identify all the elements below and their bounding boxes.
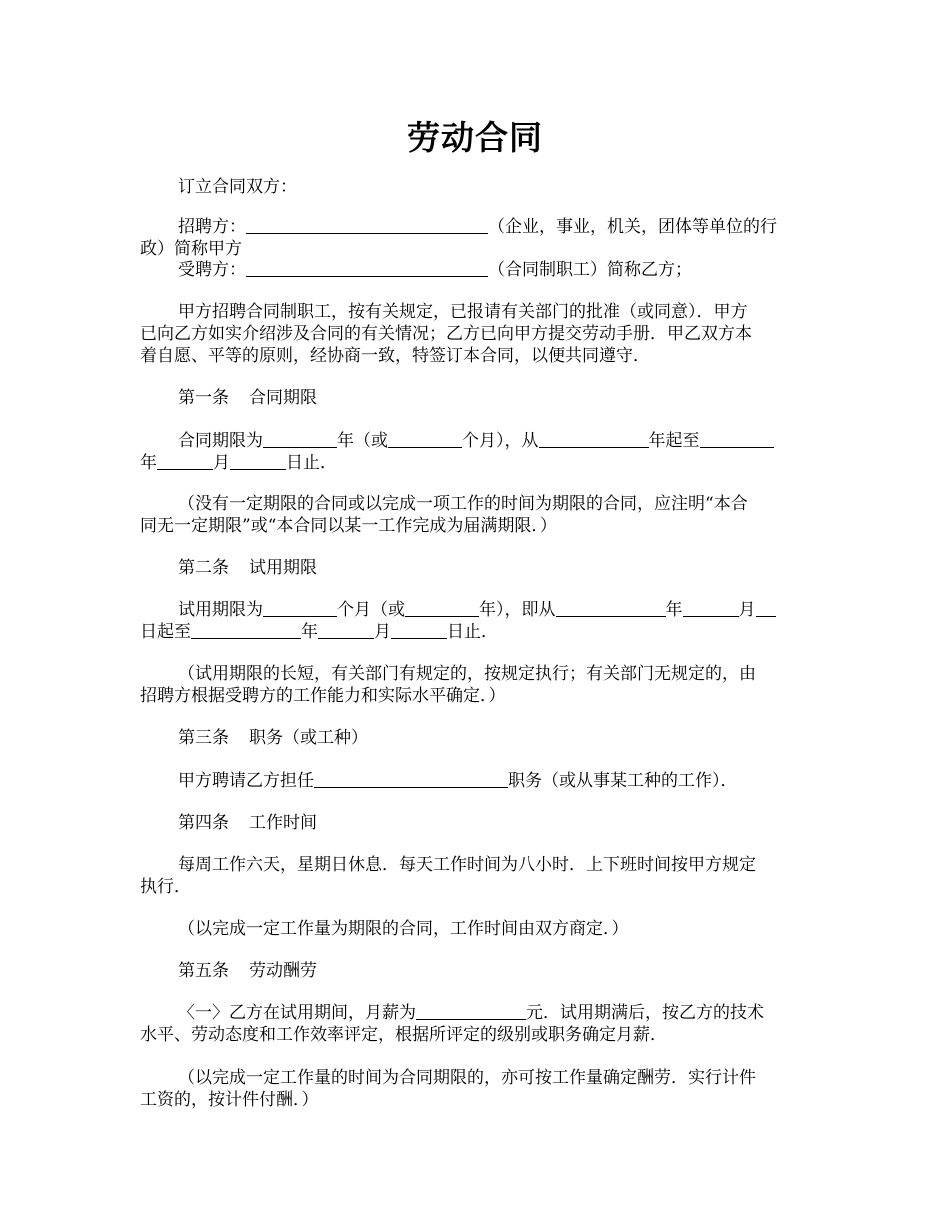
salary-text: 元．试用期满后，按乙方的技术 (526, 1003, 764, 1023)
probation-text: 月 (374, 622, 391, 642)
term-line-1 (178, 429, 774, 453)
article-5-heading (178, 959, 317, 983)
probation-text: 日止． (447, 622, 498, 642)
probation-line-2 (140, 620, 498, 644)
term-months-blank[interactable] (388, 430, 462, 448)
article-number: 第二条 (178, 558, 229, 578)
work-hours-line: 执行． (140, 877, 191, 897)
probation-text: 日起至 (140, 622, 191, 642)
employer-label: 招聘方： (178, 217, 246, 237)
probation-start-day-blank[interactable] (756, 599, 776, 617)
article-4-note: （以完成一定工作量为期限的合同，工作时间由双方商定．） (178, 919, 629, 939)
article-name: 试用期限 (249, 558, 317, 578)
article-name: 工作时间 (249, 813, 317, 833)
probation-line-1 (178, 598, 776, 622)
probation-text: 年 (301, 622, 318, 642)
article-5-note: 工资的，按计件付酬．） (140, 1090, 319, 1110)
article-name: 劳动酬劳 (249, 961, 317, 981)
term-text: 月 (213, 453, 230, 473)
employee-label: 受聘方： (178, 260, 246, 280)
article-1-note: 同无一定期限”或“本合同以某一工作完成为届满期限．） (140, 516, 557, 536)
probation-months-blank[interactable] (263, 599, 337, 617)
employee-note: （合同制职工）简称乙方； (488, 260, 692, 280)
article-2-note: （试用期限的长短，有关部门有规定的，按规定执行；有关部门无规定的，由 (178, 664, 756, 684)
probation-text: 年），即从 (479, 600, 556, 620)
term-text: 日止． (286, 453, 337, 473)
term-text: 年 (140, 453, 157, 473)
probation-end-year-blank[interactable] (191, 621, 301, 639)
position-text: 甲方聘请乙方担任 (178, 771, 314, 791)
article-2-note: 招聘方根据受聘方的工作能力和实际水平确定．） (140, 686, 506, 706)
article-number: 第三条 (178, 728, 229, 748)
article-1-note: （没有一定期限的合同或以完成一项工作的时间为期限的合同，应注明“本合 (178, 494, 748, 514)
employer-note: （企业，事业，机关，团体等单位的行 (488, 217, 777, 237)
article-1-heading (178, 386, 317, 410)
probation-text: 年 (665, 600, 683, 620)
work-hours-line: 每周工作六天，星期日休息．每天工作时间为八小时．上下班时间按甲方规定 (178, 855, 756, 875)
probation-start-month-blank[interactable] (683, 599, 739, 617)
term-text: 合同期限为 (178, 431, 263, 451)
term-text: 年起至 (648, 431, 700, 451)
term-end-year-blank[interactable] (700, 430, 774, 448)
employer-note-cont: 政）简称甲方 (140, 239, 242, 259)
preamble-line: 已向乙方如实介绍涉及合同的有关情况；乙方已向甲方提交劳动手册．甲乙双方本 (140, 324, 752, 344)
probation-text: 月 (738, 600, 756, 620)
employee-line (178, 258, 692, 282)
term-years-blank[interactable] (263, 430, 337, 448)
employer-line (178, 215, 777, 239)
term-text: 个月），从 (462, 431, 539, 451)
employer-blank[interactable] (246, 216, 488, 234)
probation-end-day-blank[interactable] (391, 621, 447, 639)
article-5-note: （以完成一定工作量的时间为合同期限的，亦可按工作量确定酬劳．实行计件 (178, 1068, 756, 1088)
term-end-day-blank[interactable] (230, 452, 286, 470)
article-number: 第一条 (178, 388, 229, 408)
term-end-month-blank[interactable] (157, 452, 213, 470)
article-number: 第四条 (178, 813, 229, 833)
position-line (178, 769, 738, 793)
article-3-heading (178, 726, 368, 750)
article-name: 职务（或工种） (249, 728, 368, 748)
probation-text: 个月（或 (337, 600, 405, 620)
article-4-heading (178, 811, 317, 835)
employee-blank[interactable] (246, 259, 488, 277)
preamble-line: 着自愿、平等的原则，经协商一致，特签订本合同，以便共同遵守． (140, 346, 650, 366)
probation-start-year-blank[interactable] (556, 599, 666, 617)
probation-text: 试用期限为 (178, 600, 263, 620)
article-number: 第五条 (178, 961, 229, 981)
salary-text: 〈一〉乙方在试用期间，月薪为 (178, 1003, 416, 1023)
article-2-heading (178, 556, 317, 580)
term-line-2 (140, 451, 337, 475)
article-name: 合同期限 (249, 388, 317, 408)
term-text: 年（或 (337, 431, 388, 451)
preamble-line: 甲方招聘合同制职工，按有关规定，已报请有关部门的批准（或同意）．甲方 (178, 302, 748, 322)
salary-line-2: 水平、劳动态度和工作效率评定，根据所评定的级别或职务确定月薪． (140, 1025, 667, 1045)
document-title: 劳动合同 (407, 118, 543, 157)
salary-blank[interactable] (416, 1002, 526, 1020)
term-start-year-blank[interactable] (539, 430, 649, 448)
position-blank[interactable] (314, 770, 508, 788)
intro-line: 订立合同双方： (178, 177, 297, 197)
probation-end-month-blank[interactable] (318, 621, 374, 639)
salary-line-1 (178, 1001, 764, 1025)
position-text: 职务（或从事某工种的工作）． (508, 771, 738, 791)
probation-years-blank[interactable] (405, 599, 479, 617)
